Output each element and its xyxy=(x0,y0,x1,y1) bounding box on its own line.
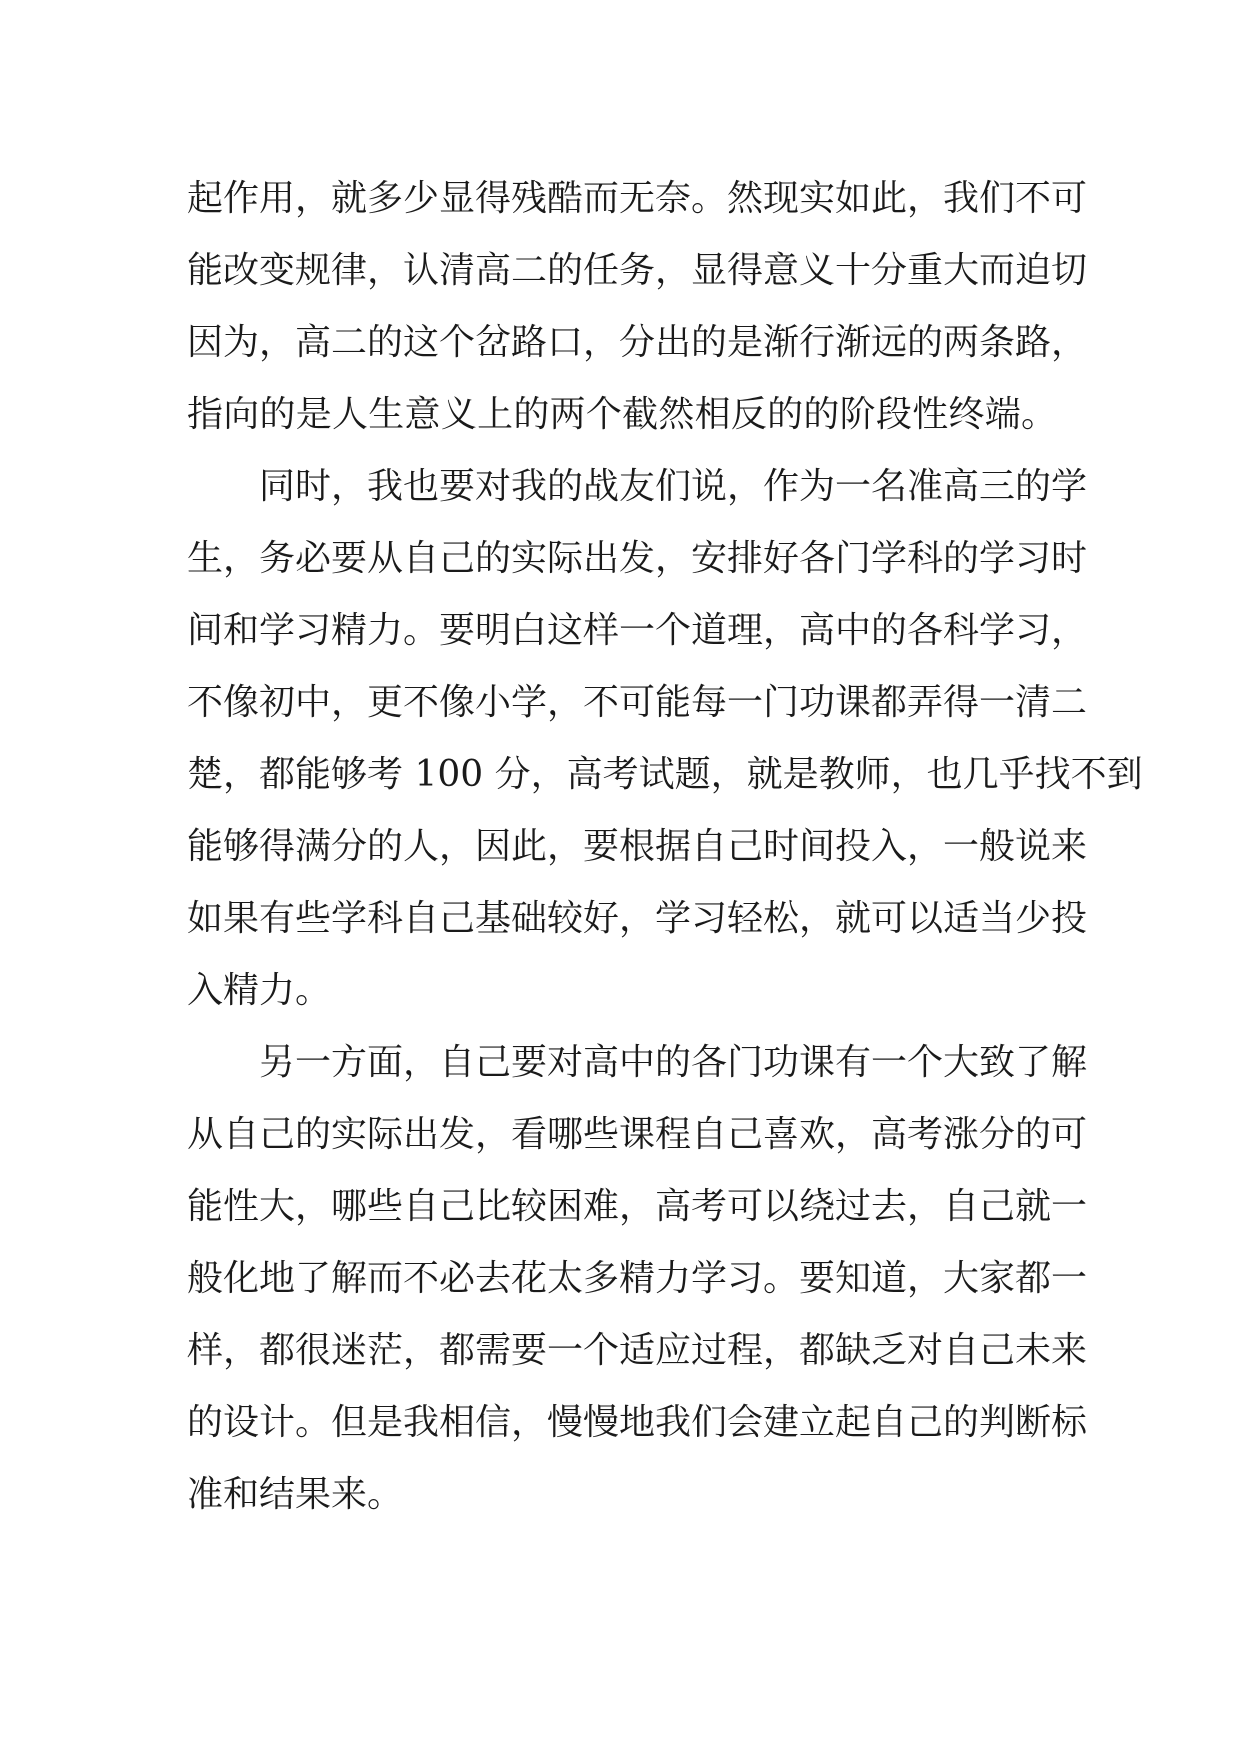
text-line: 同时，我也要对我的战友们说，作为一名准高三的学 xyxy=(259,466,1088,507)
text-line: 样，都很迷茫，都需要一个适应过程，都缺乏对自己未来 xyxy=(187,1330,1088,1371)
text-line: 般化地了解而不必去花太多精力学习。要知道，大家都一 xyxy=(187,1258,1088,1299)
paragraph-2 xyxy=(187,451,1143,1027)
text-line: 能改变规律，认清高二的任务，显得意义十分重大而迫切 xyxy=(187,250,1088,291)
text-line: 从自己的实际出发，看哪些课程自己喜欢，高考涨分的可 xyxy=(187,1114,1088,1155)
text-line: 入精力。 xyxy=(187,970,332,1011)
text-line: 楚，都能够考 100 分，高考试题，就是教师，也几乎找不到 xyxy=(187,754,1143,795)
text-line: 因为，高二的这个岔路口，分出的是渐行渐远的两条路， xyxy=(187,322,1088,363)
text-line: 能够得满分的人，因此，要根据自己时间投入，一般说来 xyxy=(187,826,1088,867)
text-line: 准和结果来。 xyxy=(187,1474,404,1515)
body-text xyxy=(187,163,1143,1531)
text-line: 另一方面，自己要对高中的各门功课有一个大致了解 xyxy=(259,1042,1088,1083)
paragraph-3 xyxy=(187,1027,1088,1531)
text-line: 指向的是人生意义上的两个截然相反的的阶段性终端。 xyxy=(187,394,1057,435)
text-line: 如果有些学科自己基础较好，学习轻松，就可以适当少投 xyxy=(187,898,1088,939)
paragraph-1 xyxy=(187,163,1088,451)
text-line: 不像初中，更不像小学，不可能每一门功课都弄得一清二 xyxy=(187,682,1088,723)
text-line: 能性大，哪些自己比较困难，高考可以绕过去，自己就一 xyxy=(187,1186,1088,1227)
text-line: 间和学习精力。要明白这样一个道理，高中的各科学习， xyxy=(187,610,1088,651)
text-line: 的设计。但是我相信，慢慢地我们会建立起自己的判断标 xyxy=(187,1402,1088,1443)
text-line: 生，务必要从自己的实际出发，安排好各门学科的学习时 xyxy=(187,538,1088,579)
text-line: 起作用，就多少显得残酷而无奈。然现实如此，我们不可 xyxy=(187,178,1088,219)
